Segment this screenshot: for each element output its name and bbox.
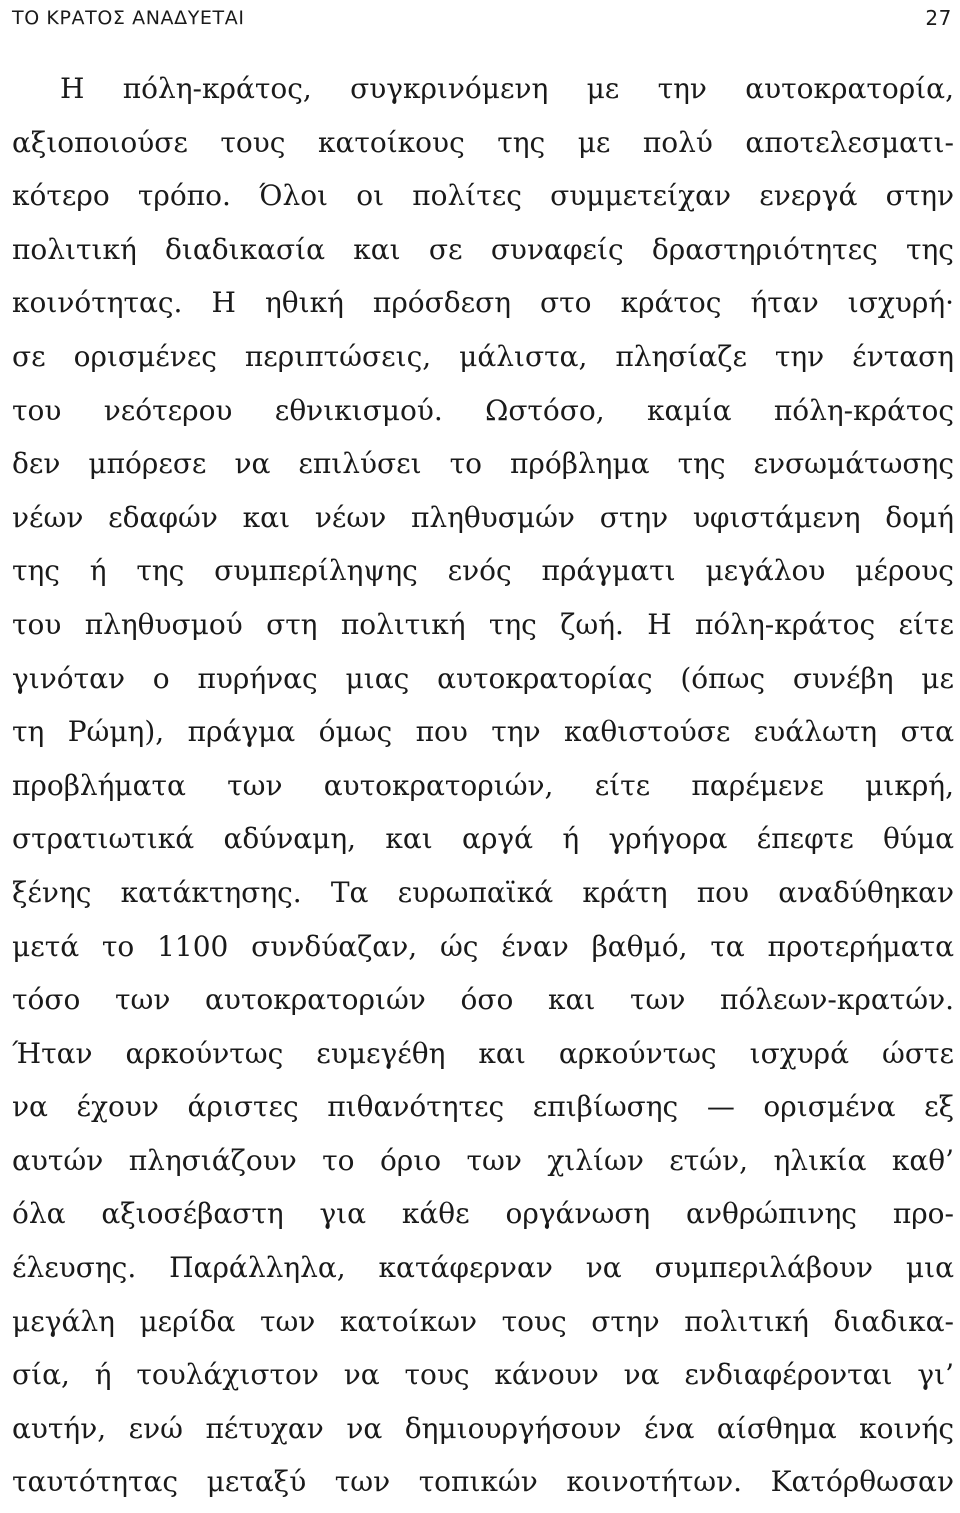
body-paragraph [12,66,954,1513]
text-line: δεν μπόρεσε να επιλύσει το πρόβλημα της ενσωμάτωσης [12,447,954,481]
text-line: μετά το 1100 συνδύαζαν, ώς έναν βαθμό, τα προτερήματα [12,929,954,963]
running-title: ΤΟ ΚΡΑΤΟΣ ΑΝΑΔΥΕΤΑΙ [12,7,245,29]
text-line: τόσο των αυτοκρατοριών όσο και των πόλεων-κρατών. [12,983,954,1017]
text-line: σία, ή τουλάχιστον να τους κάνουν να ενδιαφέρονται γι’ [12,1358,954,1392]
text-line: προβλήματα των αυτοκρατοριών, είτε παρέμενε μικρή, [12,768,954,802]
text-line: νέων εδαφών και νέων πληθυσμών στην υφιστάμενη δομή [12,500,954,534]
text-line: έλευσης. Παράλληλα, κατάφερναν να συμπεριλάβουν μια [12,1251,954,1285]
text-line: της ή της συμπερίληψης ενός πράγματι μεγάλου μέρους [12,554,954,588]
text-line: Ήταν αρκούντως ευμεγέθη και αρκούντως ισχυρά ώστε [12,1036,954,1070]
text-line: κότερο τρόπο. Όλοι οι πολίτες συμμετείχαν ενεργά στην [12,179,954,213]
text-line: τη Ρώμη), πράγμα όμως που την καθιστούσε ευάλωτη στα [12,715,954,749]
running-head [12,4,952,32]
page-number: 27 [925,6,952,30]
text-line: ξένης κατάκτησης. Τα ευρωπαϊκά κράτη που αναδύθηκαν [12,875,954,909]
text-line: γινόταν ο πυρήνας μιας αυτοκρατορίας (όπως συνέβη με [12,661,954,695]
text-line: αυτήν, ενώ πέτυχαν να δημιουργήσουν ένα αίσθημα κοινής [12,1411,954,1445]
text-line: του πληθυσμού στη πολιτική της ζωή. Η πόλη-κράτος είτε [12,607,954,641]
text-line: αξιοποιούσε τους κατοίκους της με πολύ αποτελεσματι- [12,125,954,159]
text-line: πολιτική διαδικασία και σε συναφείς δραστηριότητες της [12,232,954,266]
text-line: κοινότητας. Η ηθική πρόσδεση στο κράτος ήταν ισχυρή· [12,286,954,320]
text-line: στρατιωτικά αδύναμη, και αργά ή γρήγορα έπεφτε θύμα [12,822,954,856]
text-line: ταυτότητας μεταξύ των τοπικών κοινοτήτων. Κατόρθωσαν [12,1465,954,1499]
text-line: αυτών πλησιάζουν το όριο των χιλίων ετών, ηλικία καθ’ [12,1143,954,1177]
text-line: μεγάλη μερίδα των κατοίκων τους στην πολιτική διαδικα- [12,1304,954,1338]
text-line: του νεότερου εθνικισμού. Ωστόσο, καμία πόλη-κράτος [12,393,954,427]
text-line: Η πόλη-κράτος, συγκρινόμενη με την αυτοκρατορία, [60,72,954,105]
text-line: να έχουν άριστες πιθανότητες επιβίωσης — ορισμένα εξ [12,1090,954,1124]
text-line: σε ορισμένες περιπτώσεις, μάλιστα, πλησίαζε την ένταση [12,339,954,373]
text-line: όλα αξιοσέβαστη για κάθε οργάνωση ανθρώπινης προ- [12,1197,954,1231]
